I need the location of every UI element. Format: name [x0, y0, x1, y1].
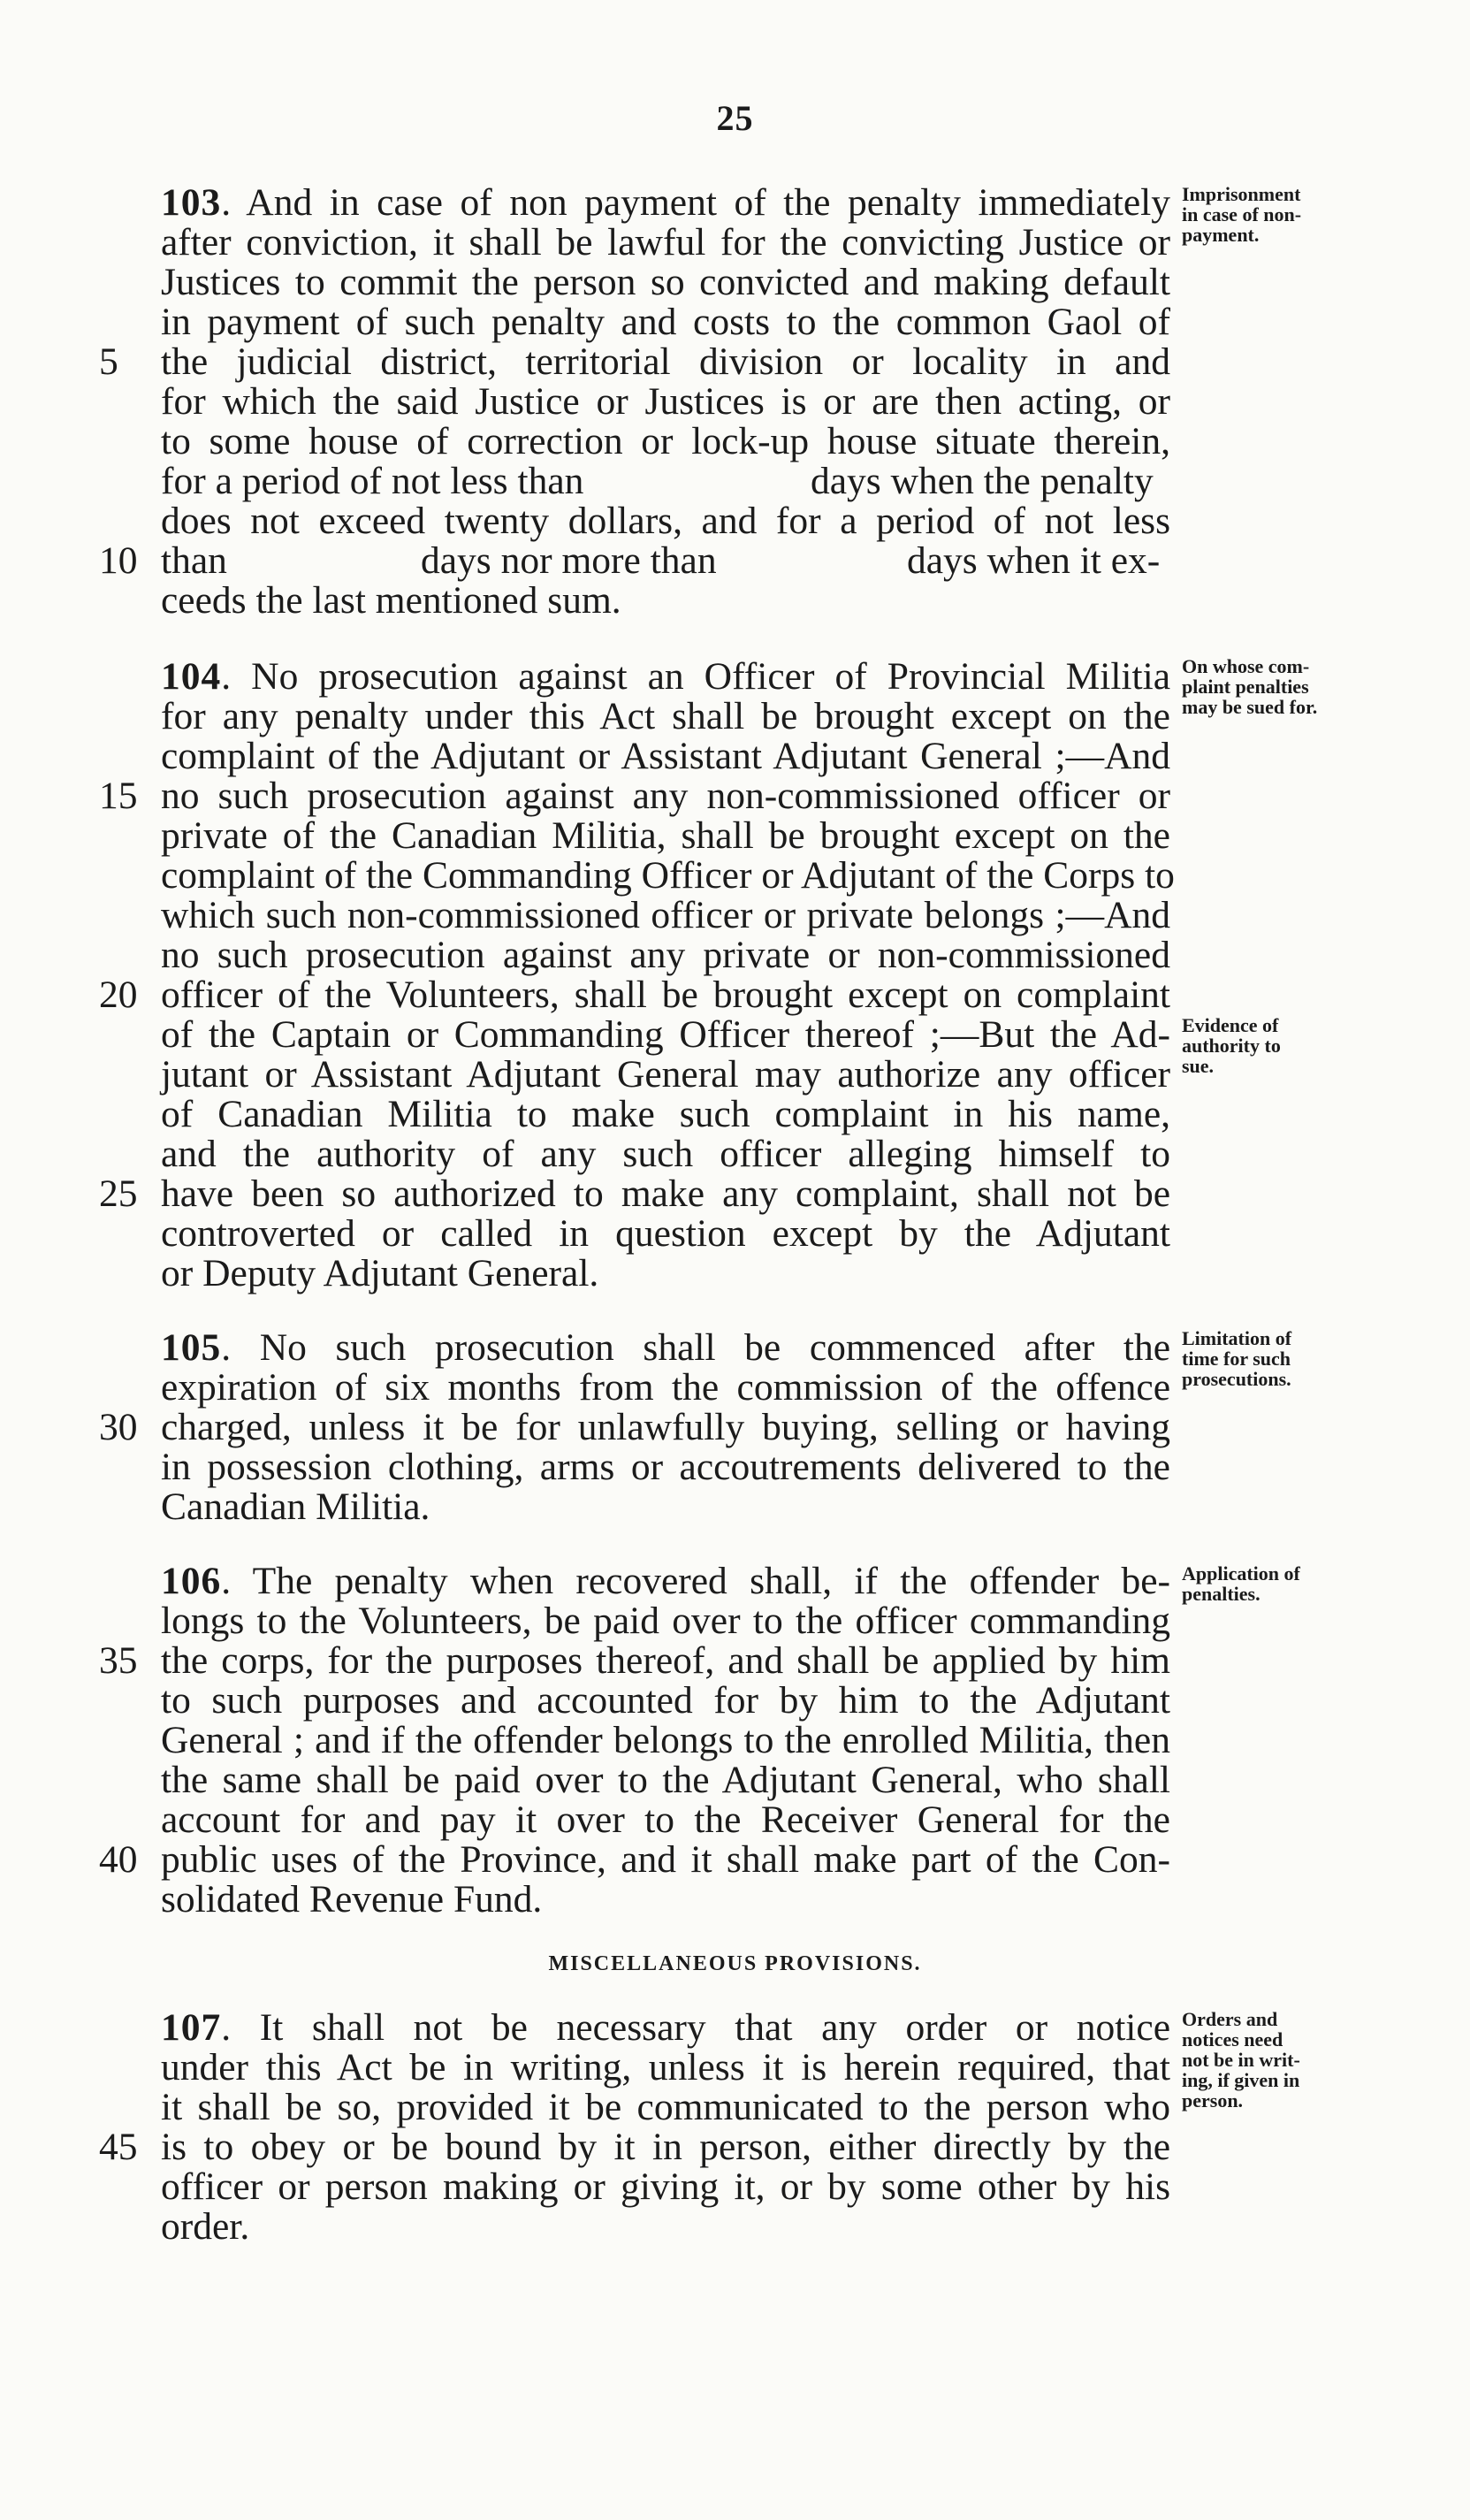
section-103-line: the judicial district, territorial division or locality in and: [161, 340, 1170, 383]
section-103-line: does not exceed twenty dollars, and for a period of not less: [161, 500, 1170, 542]
section-104-line: jutant or Assistant Adjutant General may authorize any officer: [161, 1053, 1170, 1096]
section-number: 107: [161, 2006, 222, 2049]
section-104-line: private of the Canadian Militia, shall be brought except on the: [161, 814, 1170, 857]
section-103-line: ceeds the last mentioned sum.: [161, 579, 621, 622]
text-fragment: than: [161, 539, 227, 582]
section-104-line: complaint of the Commanding Officer or Adjutant of the Corps to: [161, 854, 1175, 897]
section-heading: MISCELLANEOUS PROVISIONS.: [548, 1952, 922, 1975]
section-104-line: of the Captain or Commanding Officer thereof ;—But the Ad-: [161, 1013, 1170, 1056]
section-104-line-1: 104. No prosecution against an Officer of Provincial Militia: [161, 655, 1170, 698]
text-fragment: days nor more than: [421, 539, 717, 582]
margin-note-evidence-of-authority: Evidence of authority to sue.: [1182, 1014, 1281, 1077]
line-number: 30: [99, 1406, 138, 1448]
section-107-line: is to obey or be bound by it in person, either directly by the: [161, 2126, 1170, 2168]
section-103-line-1: 103. And in case of non payment of the penalty immediately: [161, 181, 1170, 224]
section-103-line: in payment of such penalty and costs to the common Gaol of: [161, 301, 1170, 343]
section-105-line: in possession clothing, arms or accoutrements delivered to the: [161, 1446, 1170, 1488]
text-fragment: days when the penalty: [811, 460, 1154, 502]
section-104-line: for any penalty under this Act shall be brought except on the: [161, 695, 1170, 737]
section-106-line: public uses of the Province, and it shall make part of the Con-: [161, 1838, 1170, 1881]
page-number: 25: [716, 98, 754, 138]
margin-note-limitation-of-time: Limitation of time for such prosecutions.: [1182, 1327, 1292, 1390]
section-103-line: for which the said Justice or Justices is or are then acting, or: [161, 380, 1170, 423]
section-104-line: or Deputy Adjutant General.: [161, 1252, 599, 1294]
text-fragment: for a period of not less than: [161, 460, 584, 502]
line-number: 35: [99, 1639, 138, 1682]
section-106-line: the same shall be paid over to the Adjutant General, who shall: [161, 1759, 1170, 1801]
section-106-line: account for and pay it over to the Receiver General for the: [161, 1798, 1170, 1841]
section-number: 103: [161, 181, 222, 224]
section-number: 105: [161, 1326, 222, 1369]
section-103-line: to some house of correction or lock-up house situate therein,: [161, 420, 1170, 462]
section-104-line: have been so authorized to make any complaint, shall not be: [161, 1172, 1170, 1215]
margin-note-imprisonment: Imprisonment in case of non- payment.: [1182, 183, 1302, 246]
line-number: 25: [99, 1172, 138, 1215]
section-107-line: officer or person making or giving it, or by some other by his: [161, 2165, 1170, 2208]
line-number: 20: [99, 974, 138, 1016]
section-107-line: order.: [161, 2205, 250, 2248]
line-number: 5: [99, 340, 118, 383]
section-106-line: longs to the Volunteers, be paid over to the officer commanding: [161, 1600, 1170, 1642]
section-105-line-1: 105. No such prosecution shall be commenced after the: [161, 1326, 1171, 1369]
section-106-line: to such purposes and accounted for by him to the Adjutant: [161, 1679, 1170, 1722]
section-107-line: it shall be so, provided it be communicated to the person who: [161, 2086, 1170, 2128]
section-107-line-1: 107. It shall not be necessary that any order or notice: [161, 2006, 1170, 2049]
margin-note-orders-and-notices: Orders and notices need not be in writ- ing, if given in person.: [1182, 2008, 1300, 2111]
section-107-line: under this Act be in writing, unless it is herein required, that: [161, 2046, 1170, 2089]
section-104-line: controverted or called in question except by the Adjutant: [161, 1212, 1170, 1255]
section-106-line: General ; and if the offender belongs to the enrolled Militia, then: [161, 1719, 1170, 1761]
section-104-line: complaint of the Adjutant or Assistant Adjutant General ;—And: [161, 735, 1170, 777]
section-number: 104: [161, 655, 222, 698]
section-104-line: which such non-commissioned officer or private belongs ;—And: [161, 894, 1170, 936]
section-104-line: of Canadian Militia to make such complaint in his name,: [161, 1093, 1170, 1135]
section-104-line: officer of the Volunteers, shall be brought except on complaint: [161, 974, 1170, 1016]
margin-note-application-of-penalties: Application of penalties.: [1182, 1562, 1300, 1605]
section-104-line: and the authority of any such officer alleging himself to: [161, 1133, 1170, 1175]
line-number: 40: [99, 1838, 138, 1881]
line-number: 15: [99, 775, 138, 817]
text-fragment: days when it ex-: [907, 539, 1161, 582]
section-105-line: charged, unless it be for unlawfully buying, selling or having: [161, 1406, 1170, 1448]
section-104-line: no such prosecution against any non-commissioned officer or: [161, 775, 1170, 817]
section-106-line: the corps, for the purposes thereof, and shall be applied by him: [161, 1639, 1170, 1682]
section-number: 106: [161, 1560, 222, 1602]
section-103-line: after conviction, it shall be lawful for the convicting Justice or: [161, 221, 1170, 263]
section-106-line: solidated Revenue Fund.: [161, 1878, 543, 1921]
line-number: 10: [99, 539, 138, 582]
section-104-line: no such prosecution against any private or non-commissioned: [161, 934, 1170, 976]
section-105-line: expiration of six months from the commission of the offence: [161, 1366, 1170, 1409]
section-105-line: Canadian Militia.: [161, 1485, 430, 1528]
margin-note-on-whose-complaint: On whose com- plaint penalties may be sued for.: [1182, 655, 1318, 718]
section-103-line: Justices to commit the person so convicted and making default: [161, 261, 1170, 303]
line-number: 45: [99, 2126, 138, 2168]
section-106-line-1: 106. The penalty when recovered shall, if the offender be-: [161, 1560, 1170, 1602]
